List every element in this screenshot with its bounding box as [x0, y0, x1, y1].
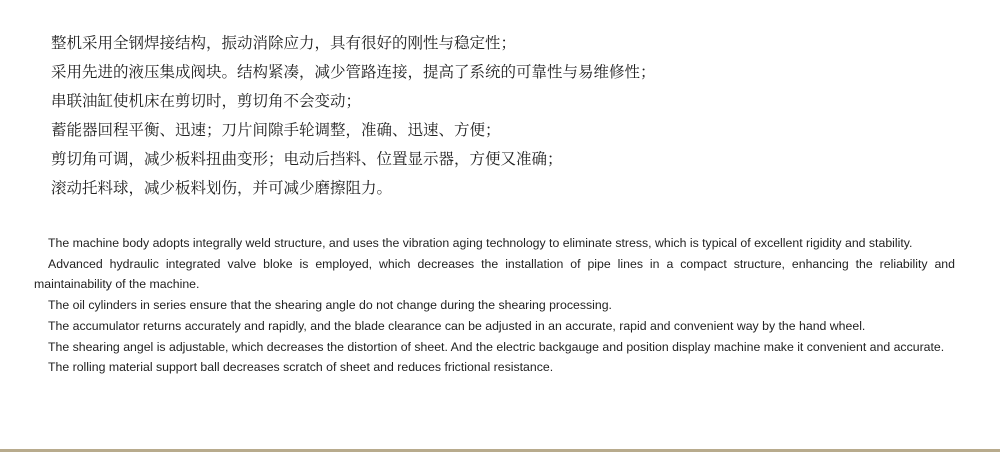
chinese-feature-item: 滚动托料球，减少板料划伤，并可减少磨擦阻力。 — [51, 179, 393, 197]
english-feature-item: The accumulator returns accurately and rapidly, and the blade clearance can be adjusted in an accurate, rapid and convenient way by the hand wheel. — [48, 318, 866, 333]
english-feature-item: The machine body adopts integrally weld structure, and uses the vibration aging technology to eliminate stress, which is typical of excellent rigidity and stability. — [48, 236, 913, 250]
english-feature-list — [34, 233, 955, 378]
english-feature-item: Advanced hydraulic integrated valve bloke is employed, which decreases the installation of pipe lines in a compact structure, enhancing the reliability and maintainability of the machine. — [34, 256, 955, 292]
chinese-feature-item: 采用先进的液压集成阀块。结构紧凑，减少管路连接，提高了系统的可靠性与易维修性； — [51, 63, 656, 81]
english-feature-item: The oil cylinders in series ensure that the shearing angle do not change during the shearing processing. — [48, 298, 612, 313]
chinese-feature-item: 整机采用全钢焊接结构，振动消除应力，具有很好的刚性与稳定性； — [51, 34, 517, 52]
chinese-feature-item: 串联油缸使机床在剪切时，剪切角不会变动； — [51, 92, 362, 110]
chinese-feature-item: 剪切角可调，减少板料扭曲变形；电动后挡料、位置显示器，方便又准确； — [51, 150, 563, 168]
english-feature-item: The shearing angel is adjustable, which decreases the distortion of sheet. And the electric backgauge and position display machine make it convenient and accurate. — [48, 339, 945, 354]
chinese-feature-list — [51, 29, 971, 203]
chinese-feature-item: 蓄能器回程平衡、迅速；刀片间隙手轮调整，准确、迅速、方便； — [51, 121, 501, 139]
english-feature-item: The rolling material support ball decreases scratch of sheet and reduces frictional resistance. — [48, 360, 554, 375]
